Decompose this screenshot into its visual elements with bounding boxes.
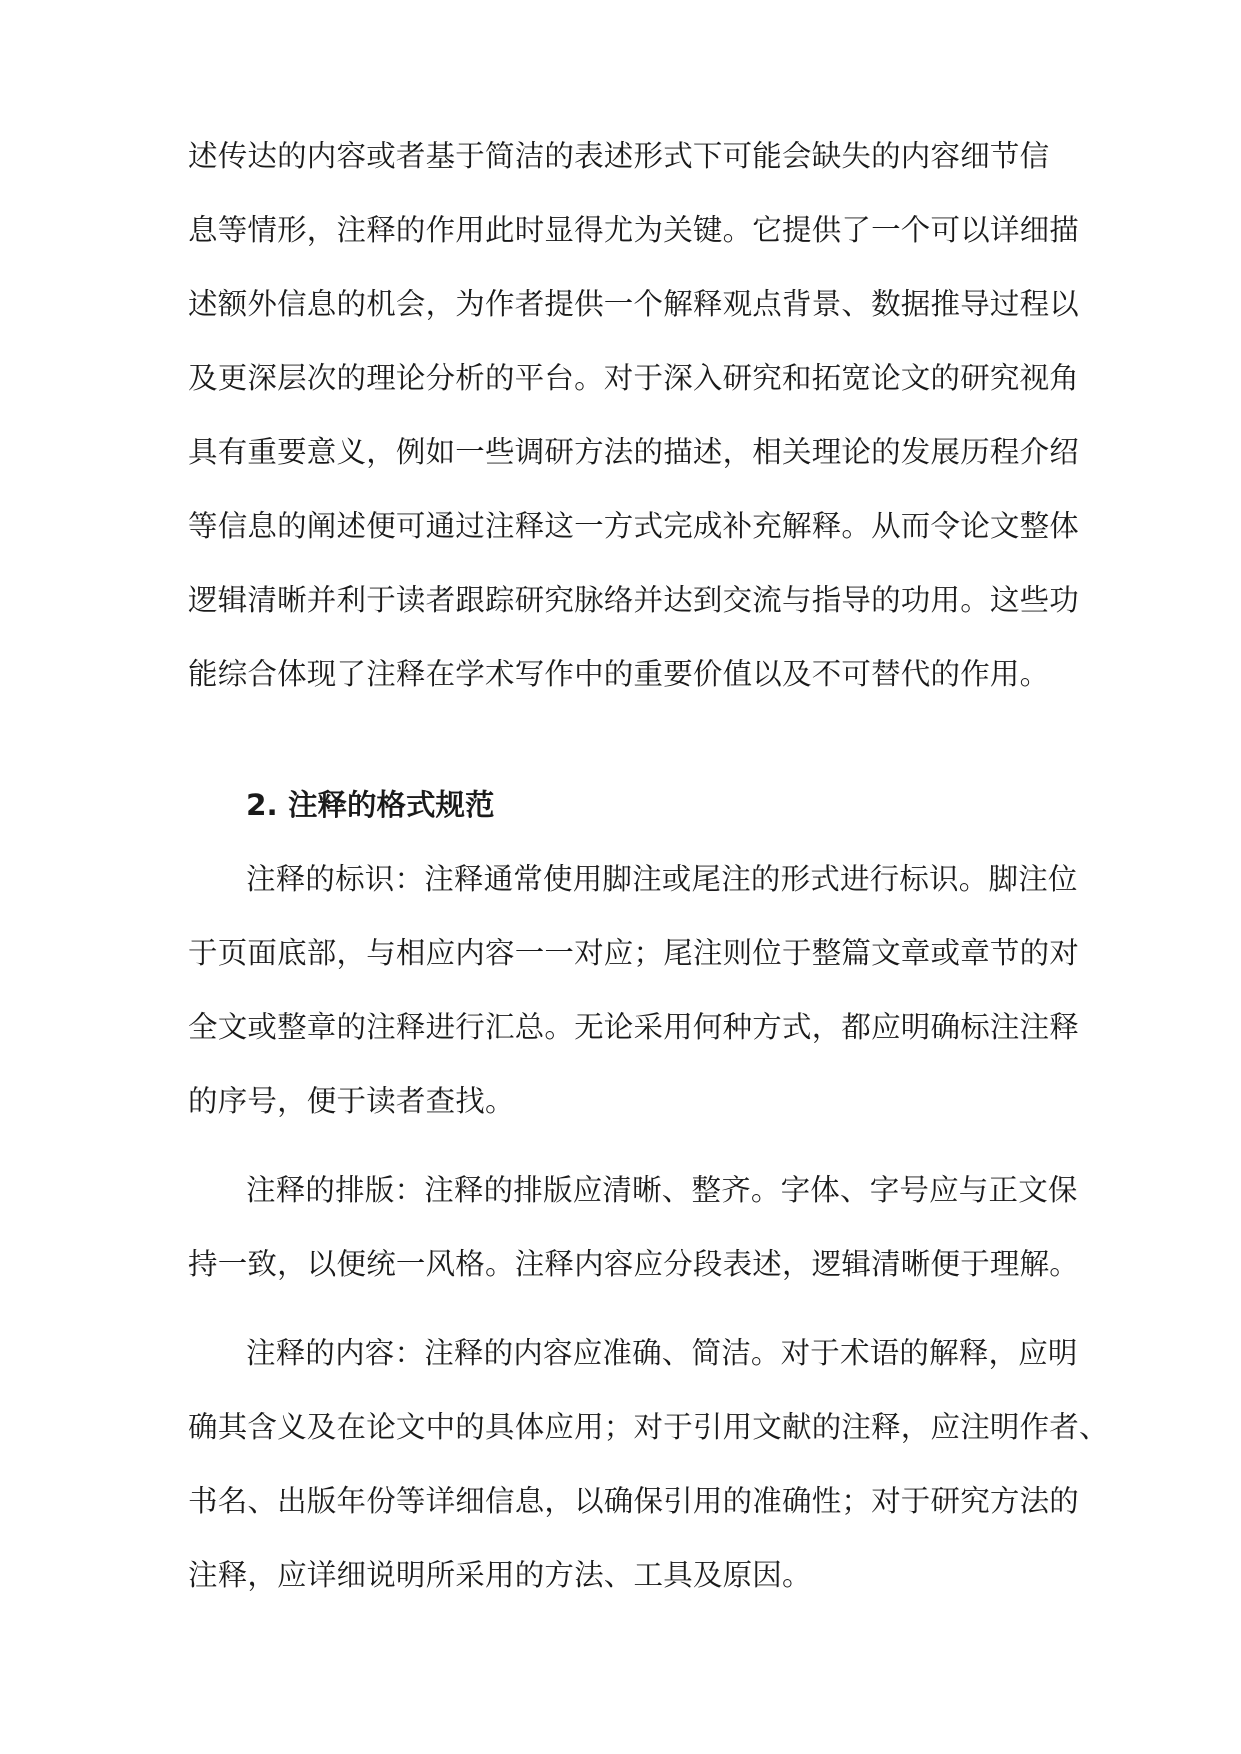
text-line: 注释的标识：注释通常使用脚注或尾注的形式进行标识。脚注位 [246, 862, 1078, 896]
text-line: 全文或整章的注释进行汇总。无论采用何种方式，都应明确标注注释 [188, 1010, 1080, 1044]
paragraph-annotation-content [188, 1316, 1109, 1612]
section-heading: 2. 注释的格式规范 [246, 788, 495, 822]
text-line: 的序号，便于读者查找。 [188, 1084, 515, 1118]
text-line: 注释的内容：注释的内容应准确、简洁。对于术语的解释，应明 [246, 1336, 1078, 1370]
text-line: 持一致，以便统一风格。注释内容应分段表述，逻辑清晰便于理解。 [188, 1247, 1080, 1281]
text-line: 等信息的阐述便可通过注释这一方式完成补充解释。从而令论文整体 [188, 509, 1080, 543]
text-line: 书名、出版年份等详细信息，以确保引用的准确性；对于研究方法的 [188, 1484, 1080, 1518]
text-line: 注释的排版：注释的排版应清晰、整齐。字体、字号应与正文保 [246, 1173, 1078, 1207]
text-line: 逻辑清晰并利于读者跟踪研究脉络并达到交流与指导的功用。这些功 [188, 583, 1080, 617]
text-line: 注释，应详细说明所采用的方法、工具及原因。 [188, 1558, 812, 1592]
text-line: 息等情形，注释的作用此时显得尤为关键。它提供了一个可以详细描 [188, 213, 1080, 247]
text-line: 述传达的内容或者基于简洁的表述形式下可能会缺失的内容细节信 [188, 139, 1050, 173]
text-line: 能综合体现了注释在学术写作中的重要价值以及不可替代的作用。 [188, 657, 1050, 691]
paragraph-annotation-marking [188, 842, 1080, 1138]
paragraph-annotation-layout [188, 1153, 1080, 1301]
text-line: 及更深层次的理论分析的平台。对于深入研究和拓宽论文的研究视角 [188, 361, 1080, 395]
text-line: 确其含义及在论文中的具体应用；对于引用文献的注释，应注明作者、 [188, 1410, 1109, 1444]
paragraph-continuation [188, 119, 1080, 711]
text-line: 具有重要意义，例如一些调研方法的描述，相关理论的发展历程介绍 [188, 435, 1080, 469]
text-line: 于页面底部，与相应内容一一对应；尾注则位于整篇文章或章节的对 [188, 936, 1080, 970]
text-line: 述额外信息的机会，为作者提供一个解释观点背景、数据推导过程以 [188, 287, 1080, 321]
